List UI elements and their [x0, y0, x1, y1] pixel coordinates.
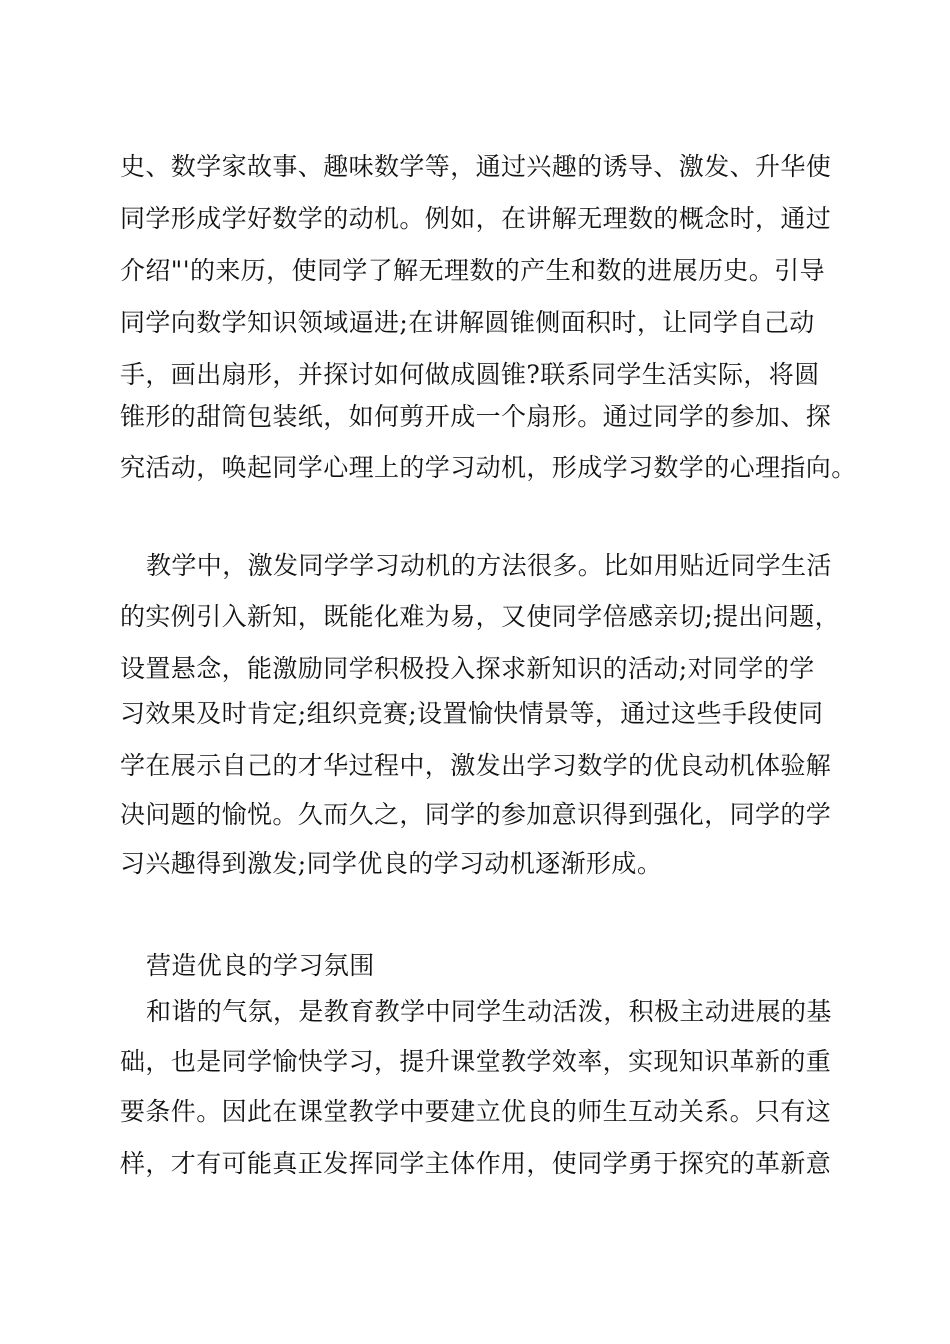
paragraph-2-line-3: 设置悬念，能激励同学积极投入探求新知识的活动;对同学的学: [120, 654, 815, 683]
paragraph-1-line-5: 手，画出扇形，并探讨如何做成圆锥?联系同学生活实际，将圆: [120, 360, 820, 389]
paragraph-3-line-3: 要条件。因此在课堂教学中要建立优良的师生互动关系。只有这: [120, 1097, 832, 1126]
paragraph-2-line-6: 决问题的愉悦。久而久之，同学的参加意识得到强化，同学的学: [120, 800, 832, 829]
section-heading: 营造优良的学习氛围: [146, 951, 375, 980]
paragraph-1-line-1: 史、数学家故事、趣味数学等，通过兴趣的诱导、激发、升华使: [120, 152, 832, 181]
paragraph-1-line-2: 同学形成学好数学的动机。例如，在讲解无理数的概念时，通过: [120, 204, 832, 233]
paragraph-3-line-4: 样，才有可能真正发挥同学主体作用，使同学勇于探究的革新意: [120, 1149, 832, 1178]
paragraph-1-line-3: 介绍"'的来历，使同学了解无理数的产生和数的进展历史。引导: [120, 256, 825, 285]
paragraph-2-line-7: 习兴趣得到激发;同学优良的学习动机逐渐形成。: [120, 849, 663, 878]
paragraph-3-line-1: 和谐的气氛，是教育教学中同学生动活泼，积极主动进展的基: [146, 997, 832, 1026]
paragraph-2-line-5: 学在展示自己的才华过程中，激发出学习数学的优良动机体验解: [120, 751, 832, 780]
paragraph-1-line-7: 究活动，唤起同学心理上的学习动机，形成学习数学的心理指向。: [120, 453, 857, 482]
paragraph-1-line-6: 锥形的甜筒包装纸，如何剪开成一个扇形。通过同学的参加、探: [120, 402, 832, 431]
paragraph-2-line-2: 的实例引入新知，既能化难为易，又使同学倍感亲切;提出问题，: [120, 602, 841, 631]
paragraph-1-line-4: 同学向数学知识领域逼进;在讲解圆锥侧面积时，让同学自己动: [120, 308, 815, 337]
paragraph-3-line-2: 础，也是同学愉快学习，提升课堂教学效率，实现知识革新的重: [120, 1047, 832, 1076]
paragraph-2-line-1: 教学中，激发同学学习动机的方法很多。比如用贴近同学生活: [146, 551, 832, 580]
paragraph-2-line-4: 习效果及时肯定;组织竞赛;设置愉快情景等，通过这些手段使同: [120, 699, 824, 728]
